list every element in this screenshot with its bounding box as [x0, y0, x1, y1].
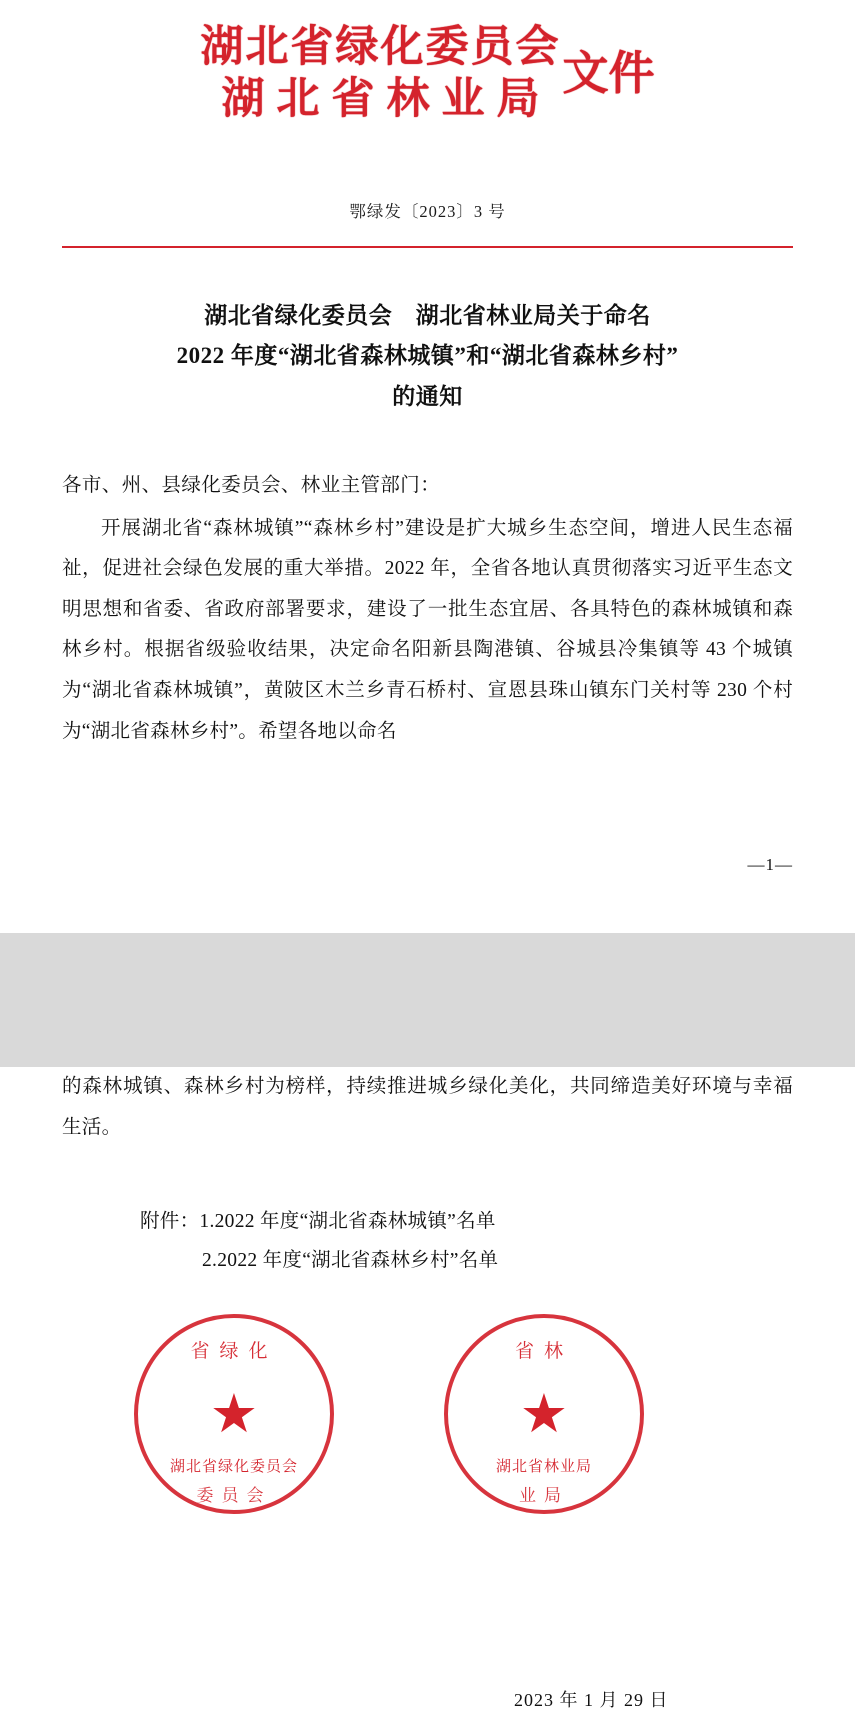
seal-arc-bottom-text: 委员会 — [196, 1486, 272, 1506]
document-page-2 — [0, 1067, 855, 1730]
seal-forestry-bureau — [444, 1314, 644, 1514]
attachment-line-2: 2.2022 年度“湖北省森林乡村”名单 — [202, 1250, 499, 1272]
seal-row — [62, 1314, 793, 1711]
seal-greening-committee — [134, 1314, 334, 1514]
page-number: —1— — [747, 855, 793, 874]
document-number: 鄂绿发〔2023〕3 号 — [349, 202, 506, 221]
seal-center-text: 湖北省林业局 — [495, 1459, 592, 1476]
attachment-line-1: 附件：1.2022 年度“湖北省森林城镇”名单 — [140, 1211, 496, 1233]
document-title-line-2: 2022 年度“湖北省森林城镇”和“湖北省森林乡村” — [176, 343, 679, 369]
masthead-line-2: 湖北省林业局 — [221, 76, 552, 124]
body-paragraph: 开展湖北省“森林城镇”“森林乡村”建设是扩大城乡生态空间，增进人民生态福祉，促进社会绿色发展的重大举措。2022 年，全省各地认真贯彻落实习近平生态文明思想和省委、省政府部署要求，建设了一批生态宜居、各具特色的森林城镇和森林乡村。根据省级验收结果，决定命名阳新县陶港镇、谷城县冷集镇等 43 个城镇为“湖北省森林城镇”，黄陂区木兰乡青石桥村、宣恩县珠山镇东门关村等 230 个村为“湖北省森林乡村”。希望各地以命名 — [62, 517, 793, 742]
masthead-line-1: 湖北省绿化委员会 — [200, 24, 561, 71]
masthead-suffix: 文件 — [562, 48, 655, 100]
page-separator — [0, 933, 855, 955]
seal-arc-top-text: 省林 — [514, 1341, 573, 1363]
masthead — [62, 0, 793, 152]
signature-date: 2023 年 1 月 29 日 — [514, 1690, 669, 1711]
document-title-line-1: 湖北省绿化委员会 湖北省林业局关于命名 — [204, 303, 651, 328]
document-title — [62, 296, 793, 417]
salutation: 各市、州、县绿化委员会、林业主管部门： — [62, 474, 441, 496]
star-icon: ★ — [519, 1384, 569, 1445]
continued-paragraph: 的森林城镇、森林乡村为榜样，持续推进城乡绿化美化，共同缔造美好环境与幸福生活。 — [62, 1076, 793, 1138]
red-divider — [62, 246, 793, 248]
seal-center-text: 湖北省绿化委员会 — [169, 1459, 298, 1476]
star-icon: ★ — [209, 1384, 259, 1445]
document-title-line-3: 的通知 — [392, 383, 463, 409]
seal-arc-bottom-text: 业局 — [519, 1486, 569, 1506]
attachments-block — [62, 1202, 793, 1280]
seal-arc-top-text: 省绿化 — [190, 1341, 278, 1363]
